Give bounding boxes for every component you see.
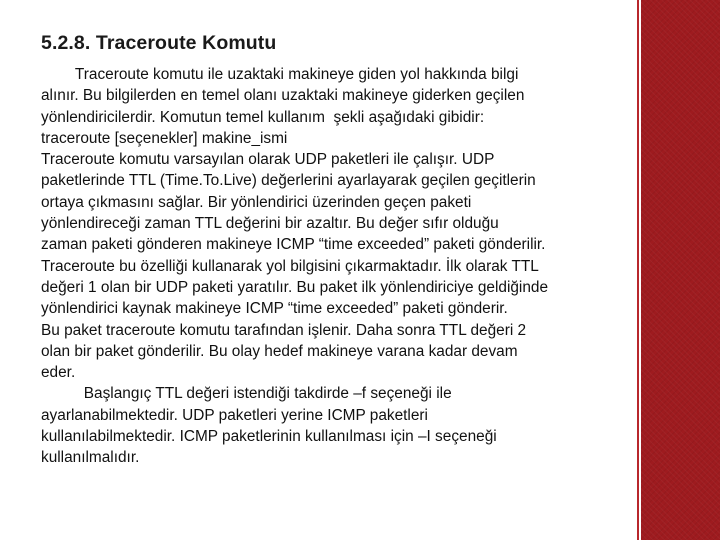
body-line: kullanılmalıdır. xyxy=(41,449,140,467)
body-line: değeri 1 olan bir UDP paketi yaratılır. Bu paket ilk yönlendiriciye geldiğinde xyxy=(41,278,549,296)
decorative-divider xyxy=(637,0,639,540)
body-line: eder. xyxy=(41,364,76,382)
body-line: yönlendiricilerdir. Komutun temel kullanım şekli aşağıdaki gibidir: xyxy=(41,108,485,126)
body-line: Traceroute komutu varsayılan olarak UDP paketleri ile çalışır. UDP xyxy=(41,151,495,169)
body-line: Başlangıç TTL değeri istendiği takdirde –f seçeneği ile xyxy=(41,385,452,403)
body-line: yönlendireceği zaman TTL değerini bir azaltır. Bu değer sıfır olduğu xyxy=(41,215,499,233)
body-line: ortaya çıkmasını sağlar. Bir yönlendirici üzerinden geçen paketi xyxy=(41,193,472,211)
body-line: Traceroute bu özelliği kullanarak yol bilgisini çıkarmaktadır. İlk olarak TTL xyxy=(41,257,539,275)
body-line: traceroute [seçenekler] makine_ismi xyxy=(41,129,288,147)
decorative-side-bar xyxy=(641,0,720,540)
body-line: alınır. Bu bilgilerden en temel olanı uzaktaki makineye giderken geçilen xyxy=(41,87,525,105)
body-line: zaman paketi gönderen makineye ICMP “time exceeded” paketi gönderilir. xyxy=(41,236,546,254)
slide-body-text xyxy=(41,64,636,469)
slide-title: 5.2.8. Traceroute Komutu xyxy=(41,32,277,54)
body-line: kullanılabilmektedir. ICMP paketlerinin kullanılması için –I seçeneği xyxy=(41,428,497,446)
body-line: olan bir paket gönderilir. Bu olay hedef makineye varana kadar devam xyxy=(41,342,518,360)
body-line: ayarlanabilmektedir. UDP paketleri yerine ICMP paketleri xyxy=(41,406,428,424)
body-line: Traceroute komutu ile uzaktaki makineye giden yol hakkında bilgi xyxy=(41,66,519,83)
body-line: Bu paket traceroute komutu tarafından işlenir. Daha sonra TTL değeri 2 xyxy=(41,321,527,339)
body-line: yönlendirici kaynak makineye ICMP “time exceeded” paketi gönderir. xyxy=(41,300,508,318)
body-line: paketlerinde TTL (Time.To.Live) değerlerini ayarlayarak geçilen geçitlerin xyxy=(41,172,536,190)
slide-content xyxy=(41,32,636,469)
